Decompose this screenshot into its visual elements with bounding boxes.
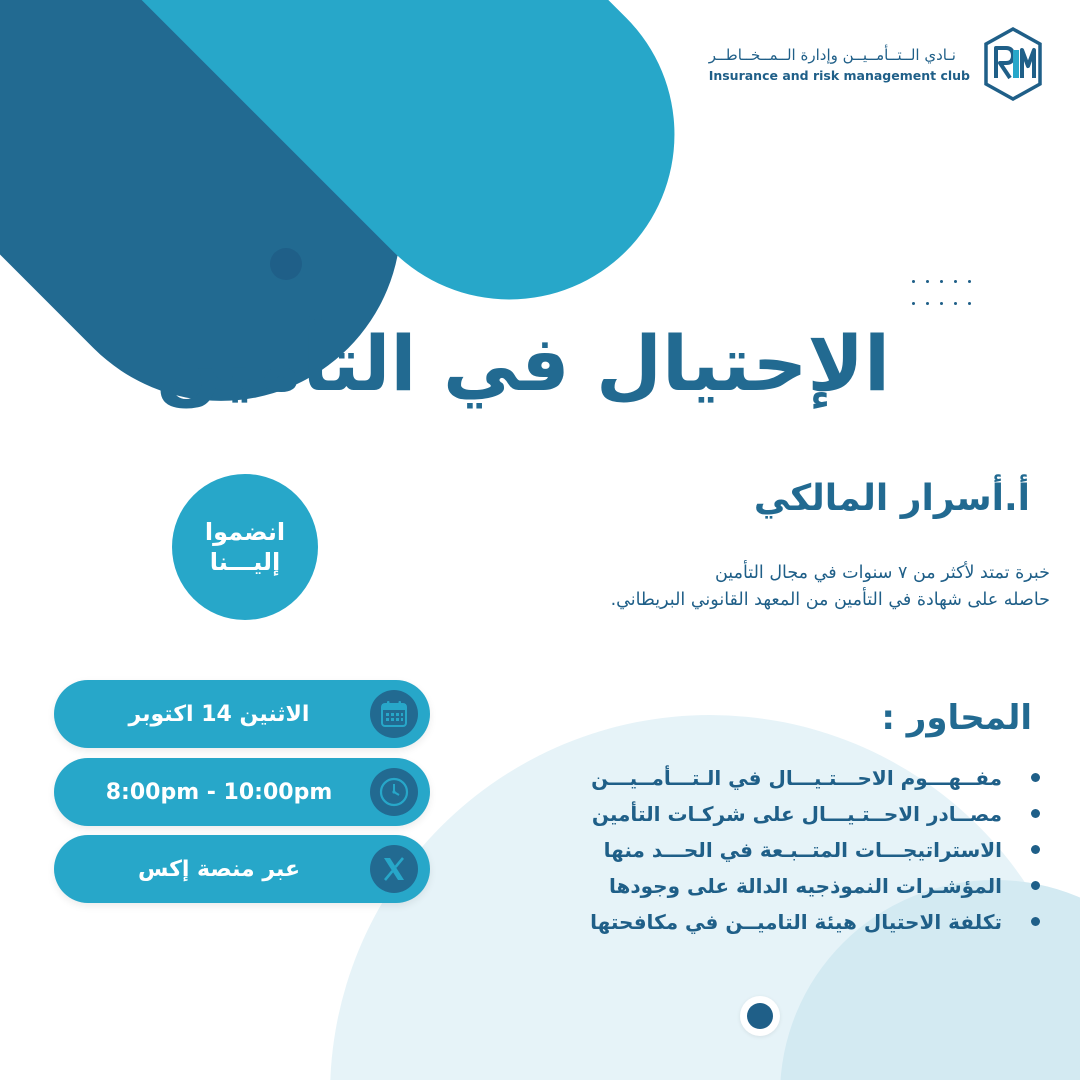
topic-text: مفــهـــوم الاحـــتـيـــال في الـتـــأمــيـــن [591,766,1002,790]
bullet-icon [1031,773,1040,782]
decorative-dot-top [270,248,302,280]
decorative-dot-grid [912,280,976,308]
logo-english-name: Insurance and risk management club [708,67,970,83]
x-platform-icon [370,845,418,893]
list-item [590,904,1040,940]
list-item [590,832,1040,868]
clock-icon [370,768,418,816]
topic-text: المؤشـرات النموذجيه الدالة على وجودها [608,874,1002,898]
topic-text: الاستراتيجـــات المتــبـعة في الحـــد منها [603,838,1002,862]
platform-pill [54,835,430,903]
topics-heading: المحاور : [881,698,1032,738]
calendar-icon [370,690,418,738]
list-item [590,796,1040,832]
date-text: الاثنين 14 اكتوبر [128,701,310,727]
join-us-line2: إليـــنا [209,548,281,576]
list-item [590,760,1040,796]
join-us-badge [172,474,318,620]
speaker-bio-line: خبرة تمتد لأكثر من ٧ سنوات في مجال التأمين [714,563,1050,583]
topic-text: مصــادر الاحــتـيـــال على شركـات التأمين [591,802,1002,826]
list-item [590,868,1040,904]
bullet-icon [1031,809,1040,818]
rim-logo-icon [982,26,1044,102]
speaker-name: أ.أسرار المالكي [753,478,1030,519]
time-text: 8:00pm - 10:00pm [105,779,333,805]
logo-arabic-name: نـادي الــتــأمــيــن وإدارة الــمــخــاطــر [708,45,956,64]
join-us-line1: انضموا [204,518,286,546]
club-logo [709,26,1044,102]
date-pill [54,680,430,748]
speaker-bio [611,560,1050,614]
platform-text: عبر منصة إكس [137,856,301,882]
time-pill [54,758,430,826]
bullet-icon [1031,881,1040,890]
topic-text: تكلفة الاحتيال هيئة التاميــن في مكافحتها [590,910,1002,934]
bullet-icon [1031,845,1040,854]
logo-text [709,46,970,83]
speaker-bio-line: حاصله على شهادة في التأمين من المعهد القانوني البريطاني. [610,590,1050,611]
bullet-icon [1031,917,1040,926]
topics-list [590,760,1040,940]
decorative-dot-bottom [740,996,780,1036]
page-title: الإحتيال في التأمين [155,319,890,408]
